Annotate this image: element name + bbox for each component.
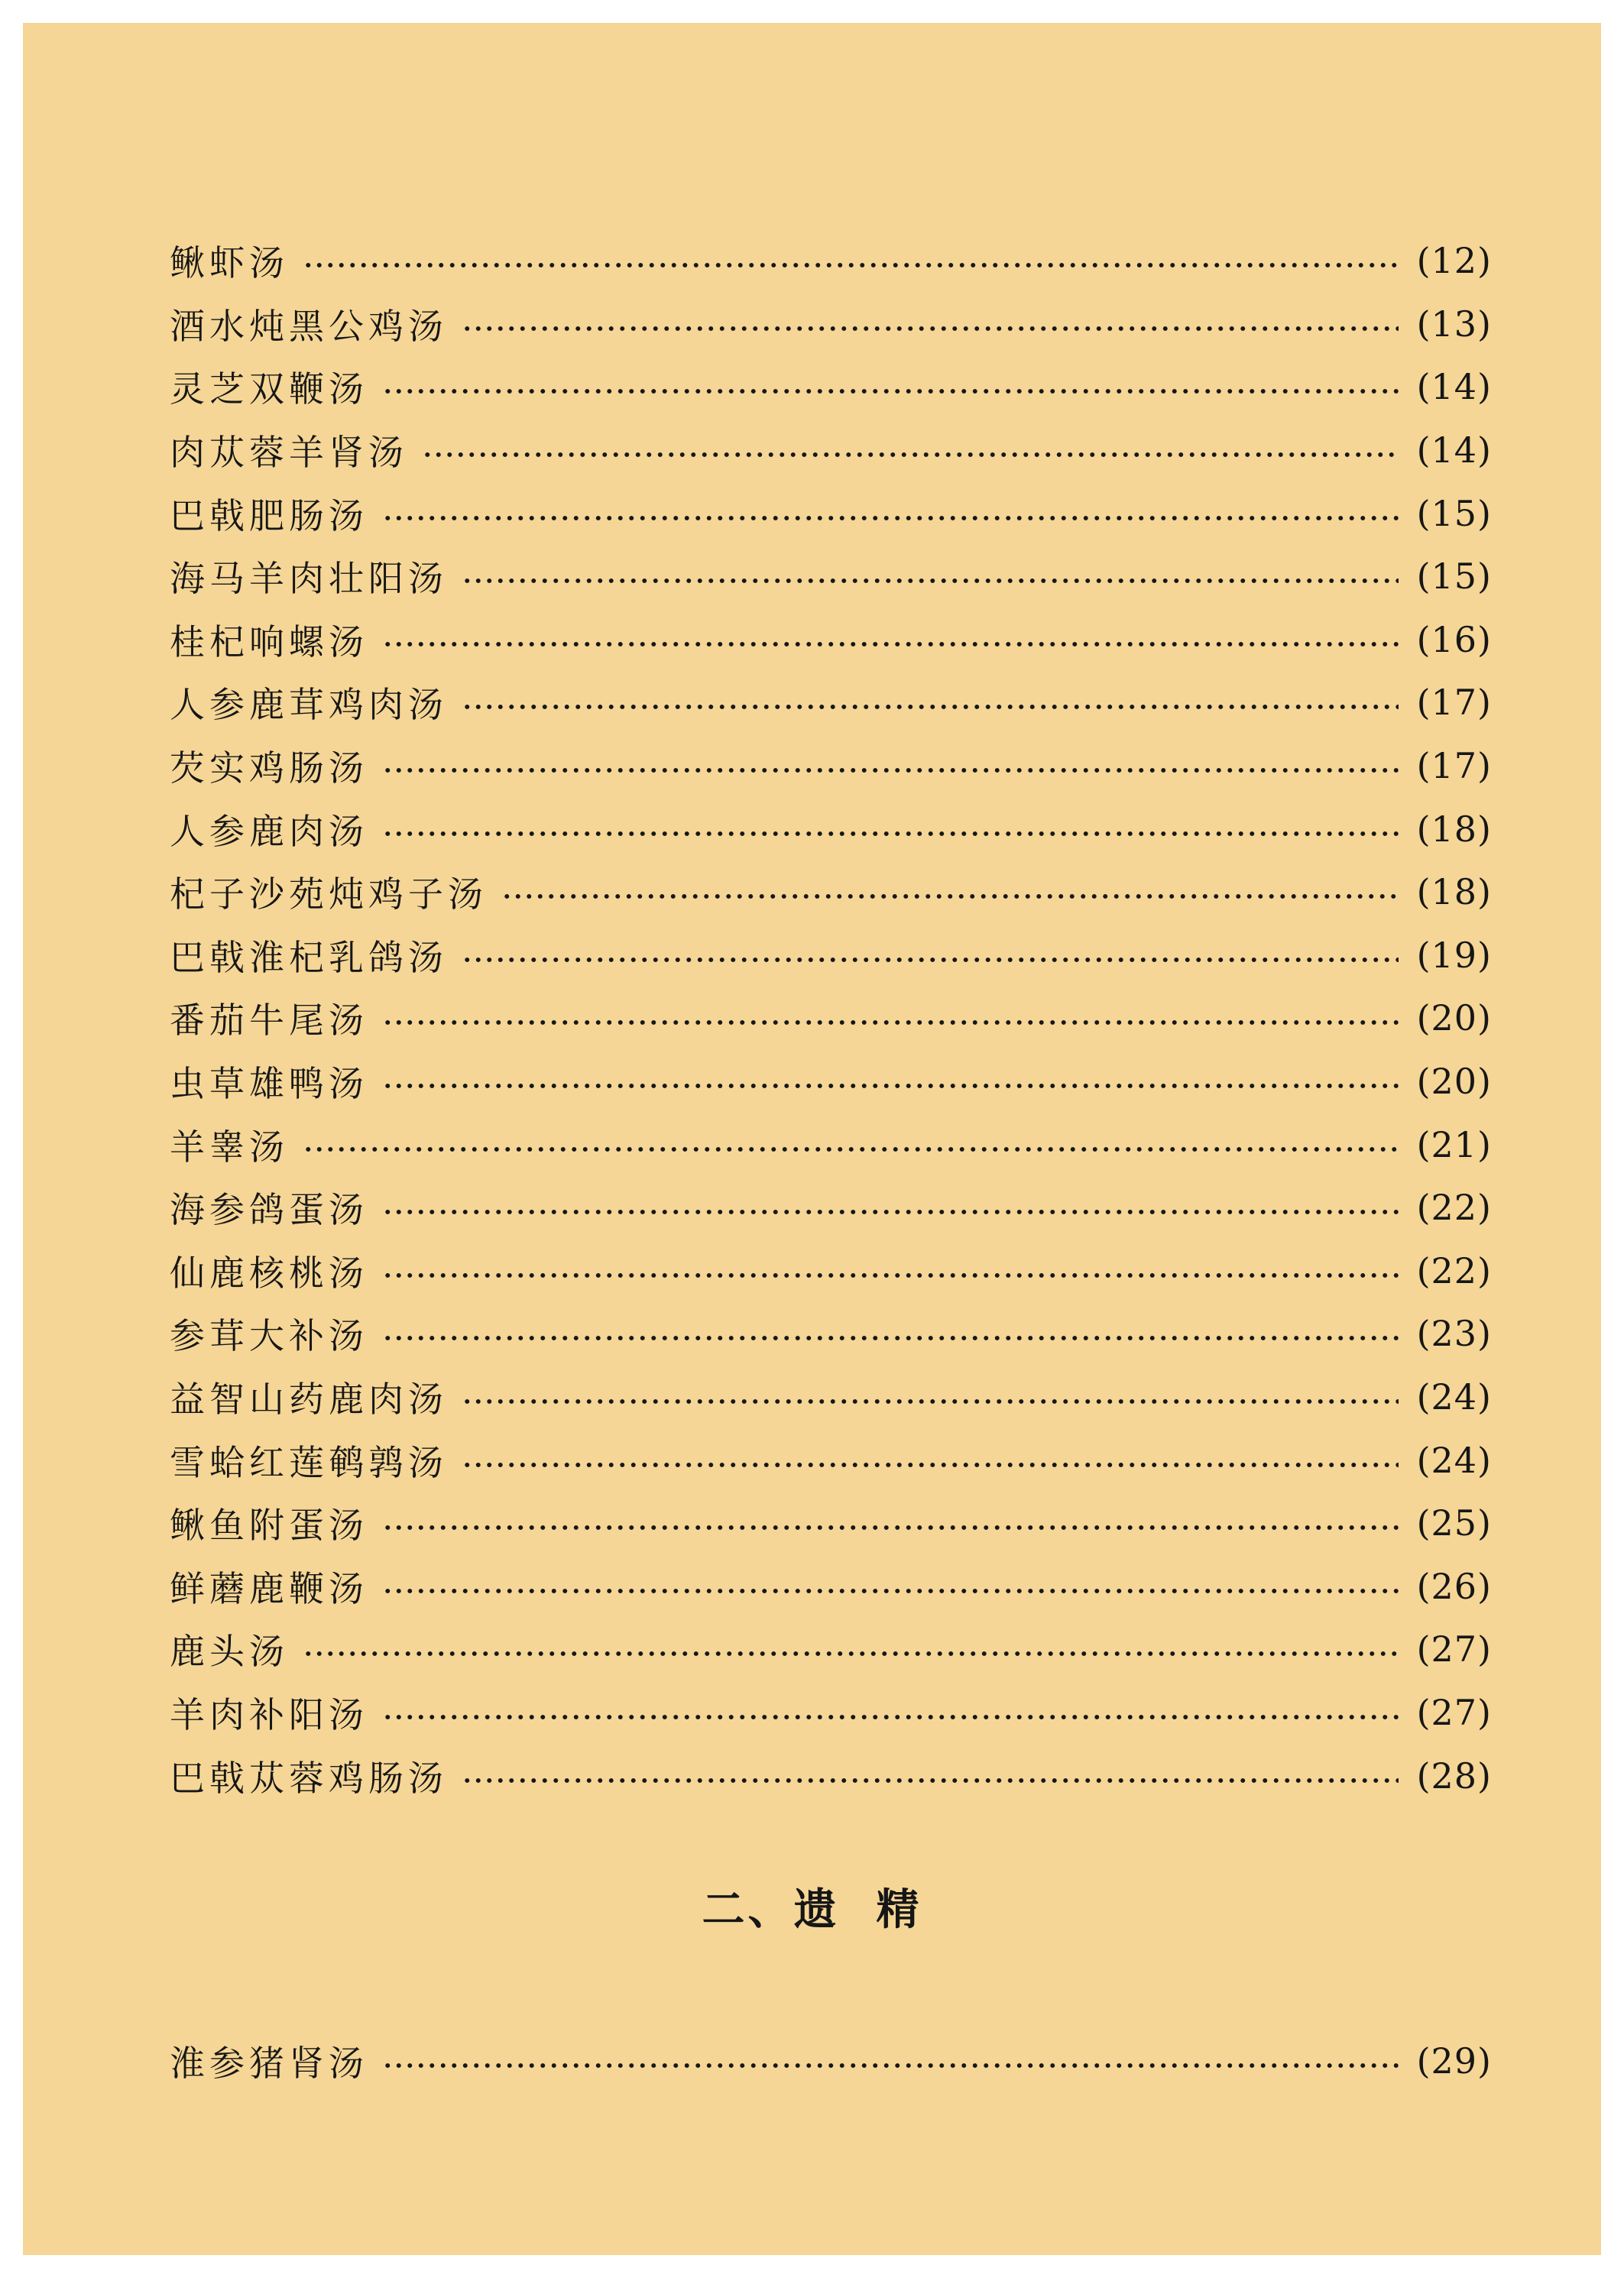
toc-entry-title: 鹿头汤	[170, 1631, 289, 1673]
dot-leader	[422, 452, 1399, 458]
toc-entry-page: (12)	[1416, 240, 1492, 282]
dot-leader	[382, 1272, 1399, 1278]
toc-entry	[170, 924, 1492, 987]
dot-leader	[462, 957, 1399, 963]
dot-leader	[382, 1209, 1399, 1215]
toc-entry-title: 巴戟淮杞乳鸽汤	[170, 936, 448, 978]
toc-entry	[170, 1239, 1492, 1303]
dot-leader	[462, 1398, 1399, 1405]
toc-entry-page: (24)	[1416, 1376, 1492, 1418]
toc-entry-title: 桂杞响螺汤	[170, 621, 368, 663]
toc-entry-page: (13)	[1416, 303, 1492, 345]
toc-entry	[170, 671, 1492, 734]
toc-entry	[170, 1681, 1492, 1745]
toc-entry	[170, 734, 1492, 798]
toc-entry-title: 番茄牛尾汤	[170, 1000, 368, 1042]
toc-entry-page: (16)	[1416, 618, 1492, 660]
toc-entry-page: (29)	[1416, 2040, 1492, 2082]
toc-entry	[170, 545, 1492, 608]
toc-entry	[170, 1492, 1492, 1555]
toc-entry-title: 参茸大补汤	[170, 1315, 368, 1357]
section-number: 二、遗	[702, 1885, 840, 1935]
dot-leader	[382, 1714, 1399, 1720]
toc-entry-title: 酒水炖黑公鸡汤	[170, 305, 448, 347]
toc-entry-title: 仙鹿核桃汤	[170, 1252, 368, 1294]
dot-leader	[501, 893, 1399, 899]
toc-entry	[170, 1176, 1492, 1239]
toc-entry-title: 海马羊肉壮阳汤	[170, 558, 448, 600]
dot-leader	[382, 767, 1399, 773]
dot-leader	[462, 578, 1399, 584]
toc-entry-page: (18)	[1416, 808, 1492, 850]
toc-entry-title: 淮参猪肾汤	[170, 2043, 368, 2085]
toc-entry	[170, 797, 1492, 860]
dot-leader	[303, 1146, 1399, 1152]
toc-entry	[170, 1744, 1492, 1807]
dot-leader	[462, 704, 1399, 710]
toc-entry-title: 益智山药鹿肉汤	[170, 1378, 448, 1420]
dot-leader	[303, 1651, 1399, 1657]
toc-entry-title: 巴戟肥肠汤	[170, 494, 368, 536]
section-title: 精	[876, 1885, 922, 1935]
toc-list	[170, 229, 1492, 1807]
toc-entry-title: 巴戟苁蓉鸡肠汤	[170, 1757, 448, 1799]
toc-entry-page: (20)	[1416, 997, 1492, 1039]
toc-entry-title: 肉苁蓉羊肾汤	[170, 432, 408, 474]
toc-entry-title: 羊睾汤	[170, 1126, 289, 1168]
toc-entry-page: (17)	[1416, 745, 1492, 787]
toc-entry-page: (26)	[1416, 1565, 1492, 1607]
toc-entry	[170, 481, 1492, 545]
toc-entry-page: (18)	[1416, 871, 1492, 913]
toc-entry	[170, 355, 1492, 419]
toc-entry-page: (27)	[1416, 1691, 1492, 1733]
toc-entry-page: (15)	[1416, 556, 1492, 598]
toc-entry	[170, 1618, 1492, 1681]
toc-entry-title: 芡实鸡肠汤	[170, 747, 368, 789]
dot-leader	[382, 831, 1399, 837]
toc-entry	[170, 229, 1492, 293]
dot-leader	[382, 641, 1399, 647]
toc-entry	[170, 1302, 1492, 1366]
toc-entry-page: (22)	[1416, 1249, 1492, 1291]
toc-entry	[170, 608, 1492, 672]
section-toc-list	[170, 2030, 1492, 2093]
toc-entry-page: (23)	[1416, 1313, 1492, 1355]
toc-entry	[170, 2030, 1492, 2093]
toc-entry	[170, 1428, 1492, 1492]
dot-leader	[462, 1462, 1399, 1468]
document-page	[23, 23, 1601, 2255]
dot-leader	[382, 1019, 1399, 1026]
toc-entry-title: 雪蛤红莲鹌鹑汤	[170, 1441, 448, 1483]
toc-entry-title: 人参鹿茸鸡肉汤	[170, 684, 448, 726]
toc-entry-title: 羊肉补阳汤	[170, 1693, 368, 1735]
dot-leader	[382, 2063, 1399, 2069]
toc-entry-page: (21)	[1416, 1123, 1492, 1165]
dot-leader	[303, 262, 1399, 268]
section-heading	[23, 1876, 1601, 1937]
toc-entry-page: (19)	[1416, 934, 1492, 976]
dot-leader	[382, 515, 1399, 521]
toc-entry-page: (14)	[1416, 366, 1492, 408]
toc-entry-page: (25)	[1416, 1502, 1492, 1544]
toc-entry-title: 虫草雄鸭汤	[170, 1063, 368, 1105]
toc-entry-title: 鳅鱼附蛋汤	[170, 1505, 368, 1547]
toc-entry-page: (20)	[1416, 1061, 1492, 1103]
toc-entry	[170, 987, 1492, 1050]
toc-entry	[170, 419, 1492, 482]
dot-leader	[462, 1777, 1399, 1784]
toc-entry-page: (24)	[1416, 1439, 1492, 1481]
toc-entry	[170, 1554, 1492, 1618]
toc-entry-page: (15)	[1416, 492, 1492, 534]
toc-entry	[170, 860, 1492, 924]
toc-entry-title: 鳅虾汤	[170, 242, 289, 284]
toc-entry-title: 海参鸽蛋汤	[170, 1189, 368, 1231]
toc-entry-page: (17)	[1416, 682, 1492, 724]
dot-leader	[382, 1588, 1399, 1594]
dot-leader	[382, 1335, 1399, 1341]
toc-entry-title: 杞子沙苑炖鸡子汤	[170, 873, 488, 915]
dot-leader	[382, 1083, 1399, 1089]
toc-entry	[170, 1366, 1492, 1429]
toc-entry	[170, 1113, 1492, 1176]
toc-entry-title: 灵芝双鞭汤	[170, 368, 368, 410]
toc-entry-title: 人参鹿肉汤	[170, 810, 368, 852]
dot-leader	[462, 326, 1399, 332]
dot-leader	[382, 388, 1399, 394]
toc-entry-title: 鲜蘑鹿鞭汤	[170, 1567, 368, 1609]
toc-entry	[170, 1050, 1492, 1113]
dot-leader	[382, 1525, 1399, 1531]
toc-entry	[170, 293, 1492, 356]
toc-entry-page: (27)	[1416, 1628, 1492, 1670]
toc-entry-page: (22)	[1416, 1187, 1492, 1229]
toc-entry-page: (14)	[1416, 429, 1492, 471]
toc-entry-page: (28)	[1416, 1755, 1492, 1797]
